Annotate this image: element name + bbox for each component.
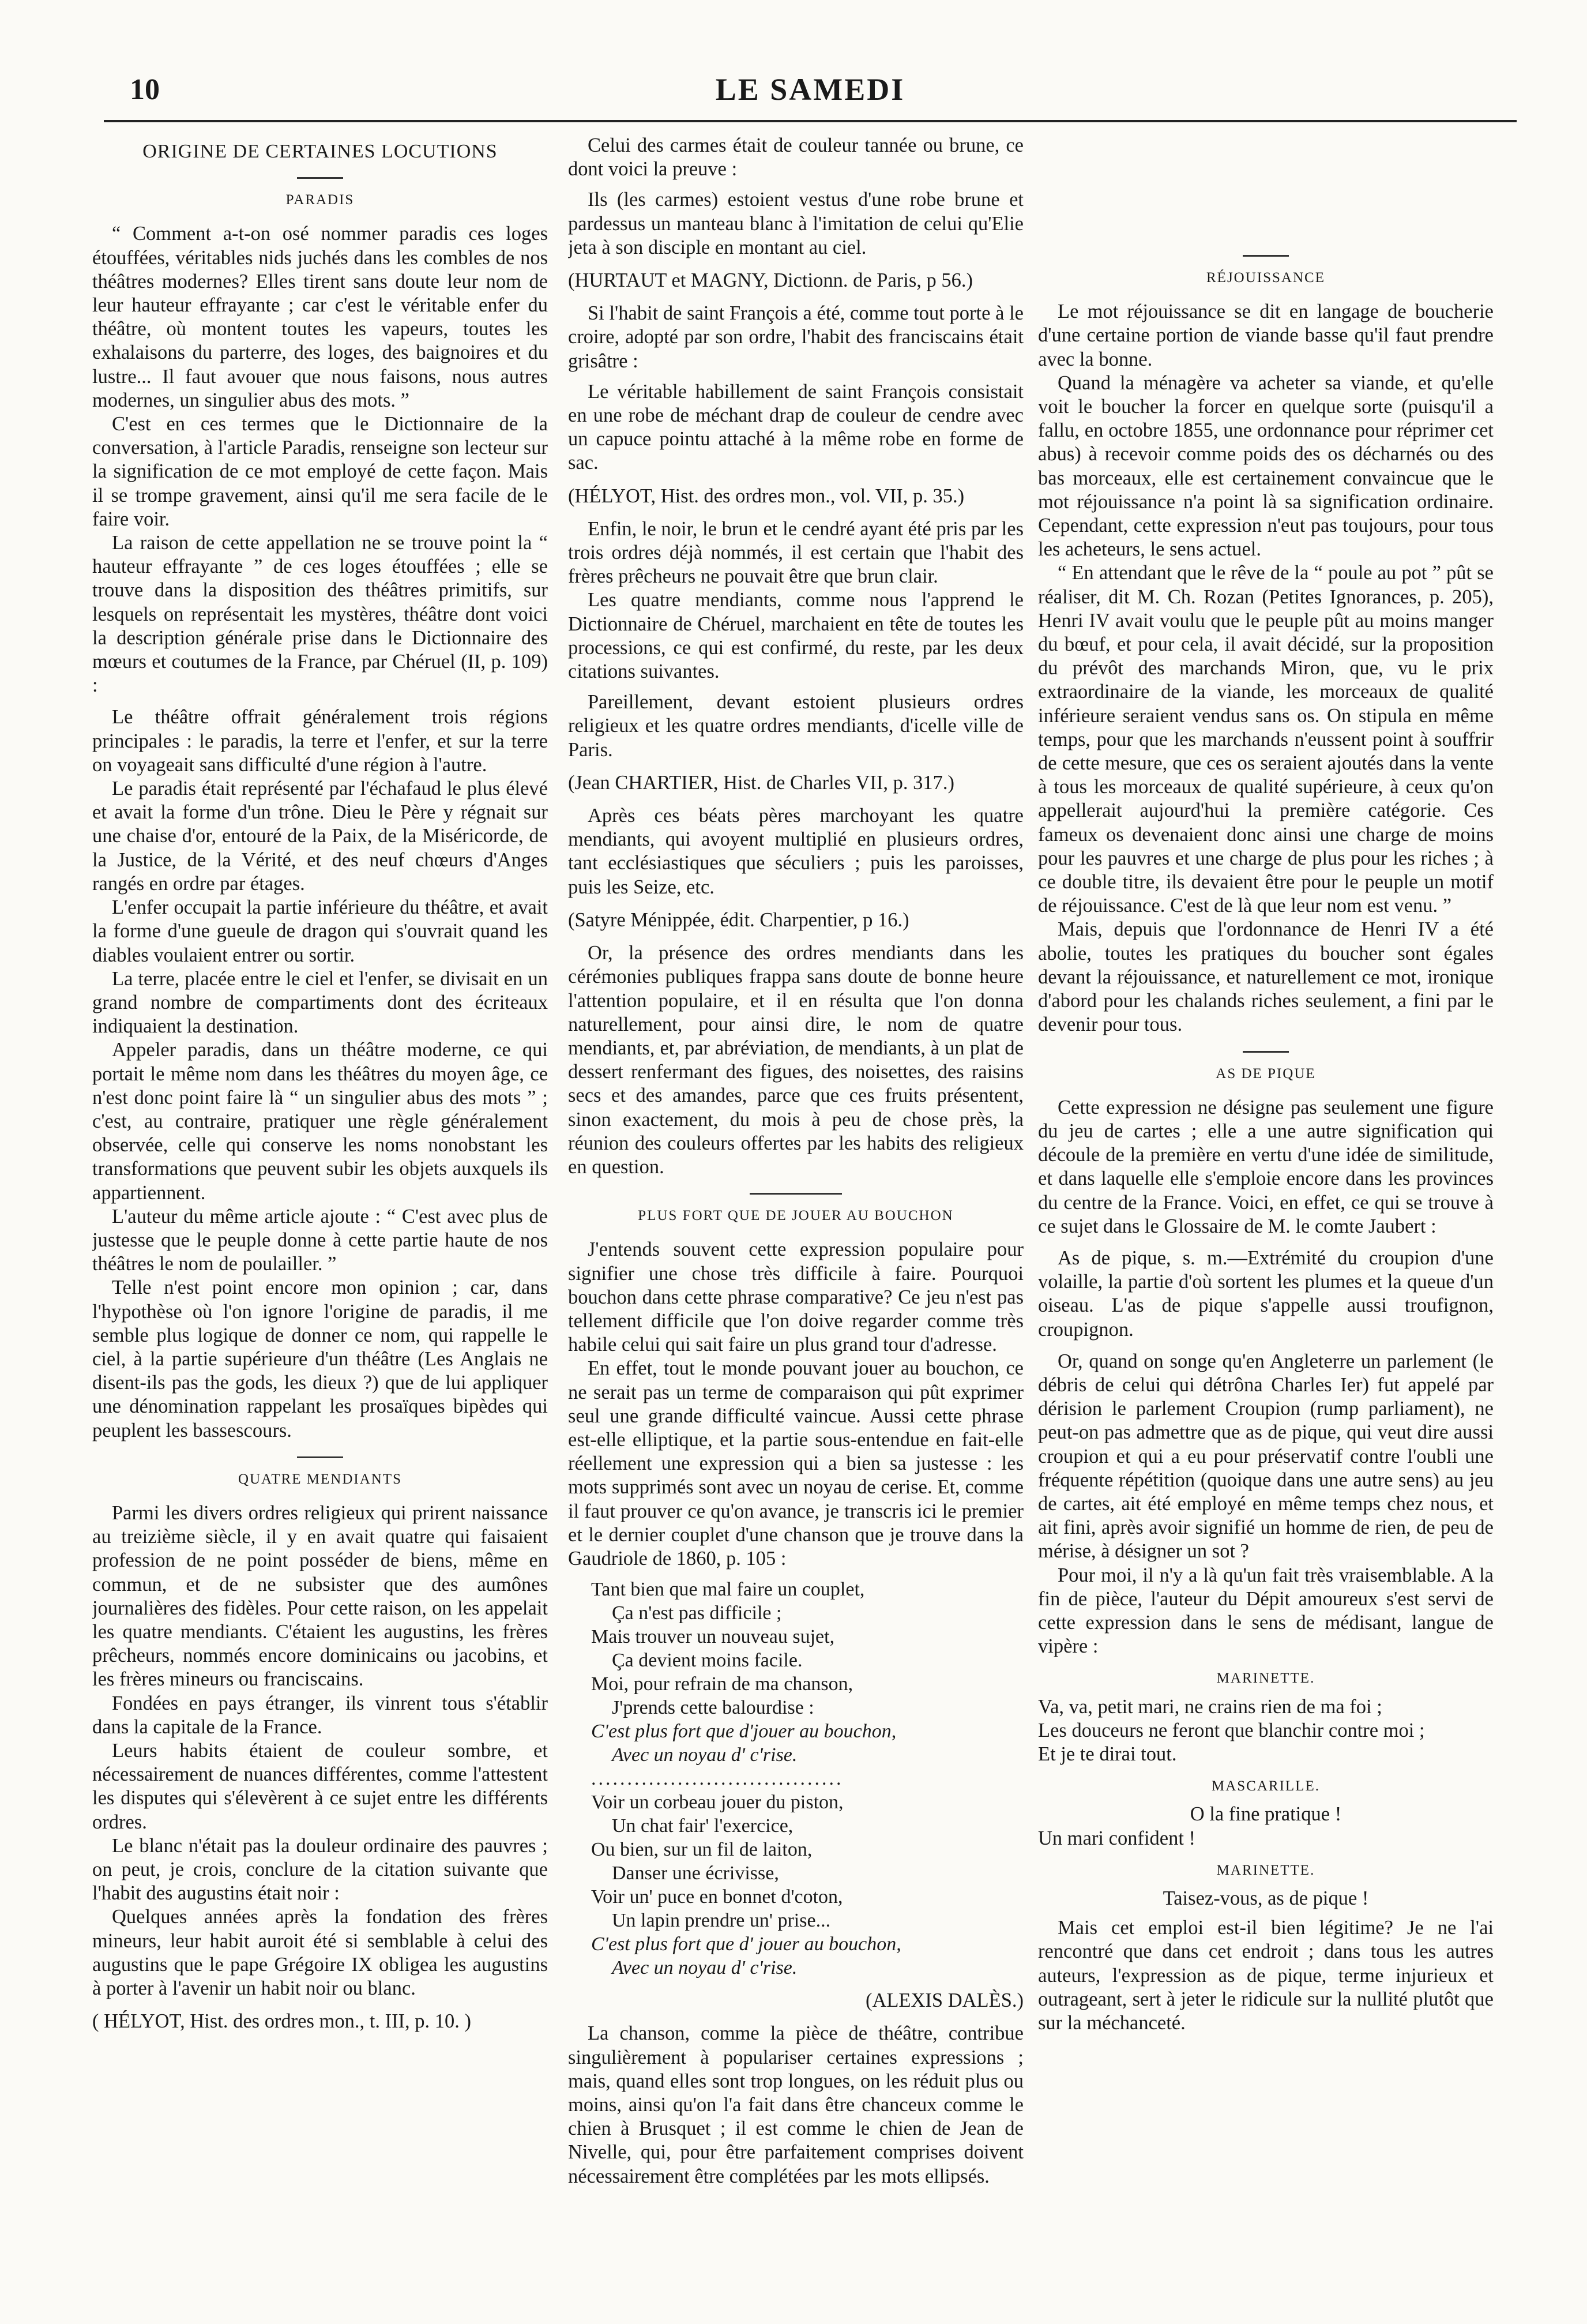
paragraph: Ils (les carmes) estoient vestus d'une robe brune et pardessus un manteau blanc à l'imitation de celui qu'Elie jeta à son disciple en montant au ciel. [568, 189, 1024, 258]
paragraph: En effet, tout le monde pouvant jouer au bouchon, ce ne serait pas un terme de comparaison qui pût exprimer seul une grande difficulté vaincue. Aussi cette phrase est-elle elliptique, et la partie sous-entendue en fait-elle réellement une expression qui a bien sa justesse : les mots supprimés sont avec un noyau de cerise. Et, comme il faut prouver ce qu'on avance, je transcris ici le premier et le dernier couplet d'une chanson que je trouve dans la Gaudriole de 1860, p. 105 : [568, 1357, 1024, 1570]
column-3 [1038, 134, 1494, 2035]
verse-line: Un chat fair' l'exercice, [612, 1815, 794, 1837]
speaker-name: MASCARILLE. [1212, 1778, 1320, 1794]
paragraph: Quelques années après la fondation des frères mineurs, leur habit auroit été si semblable à celui des augustins que le pape Grégoire IX obligea les augustins à porter à l'avenir un habit noir ou blanc. [92, 1906, 548, 2000]
paragraph: Or, quand on songe qu'en Angleterre un parlement (le débris de celui qui détrôna Charles Ier) fut appelé par dérision le parlement Croupion (rump parliament), ne peut-on pas admettre que as de pique, qui veut dire aussi croupion et qui a eu pour préservatif contre l'oubli une fréquente répétition (quoique dans une autre sens) au jeu de cartes, ait été employé en même temps chez nous, et ait fini, après avoir signifié un homme de rien, de peu de mérise, à désigner un sot ? [1038, 1350, 1494, 1563]
verse-line: C'est plus fort que d'jouer au bouchon, [591, 1721, 897, 1743]
verse-author: (ALEXIS DALÈS.) [865, 1989, 1024, 2012]
verse-line: Voir un' puce en bonnet d'coton, [591, 1886, 843, 1908]
verse-line: Avec un noyau d' c'rise. [612, 1744, 798, 1766]
verse-line: Avec un noyau d' c'rise. [612, 1957, 798, 1979]
paragraph: Celui des carmes était de couleur tannée ou brune, ce dont voici la preuve : [568, 134, 1024, 181]
verse-line: Voir un corbeau jouer du piston, [591, 1792, 844, 1814]
paragraph: Le paradis était représenté par l'échafaud le plus élevé et avait la forme d'un trône. Dieu le Père y régnait sur une chaise d'or, entouré de la Paix, de la Miséricorde, de la Justice, de la Vérité, et des neuf chœurs d'Anges rangés en ordre par étages. [92, 778, 548, 895]
dialogue-line: Et je te dirai tout. [1038, 1743, 1177, 1765]
paragraph: J'entends souvent cette expression populaire pour signifier une chose très difficile à faire. Pourquoi bouchon dans cette phrase comparative? Ce jeu n'est pas tellement difficile que l'on doive regarder comme très habile celui qui sait faire un plus grand tour d'adresse. [568, 1238, 1024, 1356]
paragraph: Les quatre mendiants, comme nous l'apprend le Dictionnaire de Chéruel, marchaient en tête de toutes les processions, ce qui est confirmé, du reste, par les deux citations suivantes. [568, 589, 1024, 683]
speaker-name: MARINETTE. [1216, 1862, 1315, 1878]
paragraph: Parmi les divers ordres religieux qui prirent naissance au treizième siècle, il y en avait quatre qui faisaient profession de ne point posséder de biens, même en commun, et de ne subsister que des aumônes journalières des fidèles. Pour cette raison, on les appelait les quatre mendiants. C'étaient les augustins, les frères prêcheurs, nommés encore dominicains ou jacobins, et les frères mineurs ou franciscains. [92, 1501, 548, 1691]
divider [297, 177, 343, 179]
paragraph: As de pique, s. m.—Extrémité du croupion d'une volaille, la partie d'où sortent les plumes et la queue d'un oiseau. L'as de pique s'appelle aussi troufignon, croupignon. [1038, 1247, 1494, 1341]
paragraph: C'est en ces termes que le Dictionnaire de la conversation, à l'article Paradis, renseigne son lecteur sur la signification de ce mot employé de cette façon. Mais il se trompe gravement, ainsi qu'il me sera facile de le faire voir. [92, 413, 548, 530]
section-heading-quatre-mendiants: QUATRE MENDIANTS [238, 1471, 403, 1487]
citation: (HÉLYOT, Hist. des ordres mon., vol. VII, p. 35.) [568, 485, 965, 507]
citation: (HURTAUT et MAGNY, Dictionn. de Paris, p 56.) [568, 269, 973, 292]
verse-line: C'est plus fort que d' jouer au bouchon, [591, 1933, 901, 1955]
verse-line: J'prends cette balourdise : [612, 1697, 814, 1719]
verse-stanza-1 [591, 1578, 1024, 1980]
section-heading-bouchon: PLUS FORT QUE DE JOUER AU BOUCHON [638, 1208, 954, 1224]
paragraph: Enfin, le noir, le brun et le cendré ayant été pris par les trois ordres déjà nommés, il est certain que l'habit des frères prêcheurs ne pouvait être que brun clair. [568, 517, 1024, 588]
verse-line: Ou bien, sur un fil de laiton, [591, 1839, 813, 1861]
verse-line: Un lapin prendre un' prise... [612, 1910, 831, 1932]
paragraph: Leurs habits étaient de couleur sombre, et nécessairement de nuances différentes, comme l'attestent les disputes qui s'élevèrent à ce sujet entre les différents ordres. [92, 1740, 548, 1833]
paragraph: Quand la ménagère va acheter sa viande, et qu'elle voit le boucher la forcer en quelque sorte (puisqu'il a fallu, en octobre 1855, une ordonnance pour réprimer cet abus) à recevoir comme poids des os décharnés ou des bas morceaux, elle est certainement convaincue que le mot réjouissance n'a point là sa signification ordinaire. Cependant, cette expression n'eut pas toujours, pour tous les acheteurs, le sens actuel. [1038, 371, 1494, 561]
dialogue-line: Un mari confident ! [1038, 1827, 1196, 1849]
speaker-name: MARINETTE. [1216, 1670, 1315, 1687]
verse-line: Moi, pour refrain de ma chanson, [591, 1673, 853, 1695]
page-number: 10 [130, 73, 160, 106]
paragraph: Le théâtre offrait généralement trois régions principales : le paradis, la terre et l'enfer, et sur la terre on voyageait sans difficulté d'une région à l'autre. [92, 706, 548, 776]
paragraph: Fondées en pays étranger, ils vinrent tous s'établir dans la capitale de la France. [92, 1692, 548, 1738]
verse-line: Ça devient moins facile. [612, 1650, 803, 1672]
paragraph: “ En attendant que le rêve de la “ poule au pot ” pût se réaliser, dit M. Ch. Rozan (Petites Ignorances, p. 205), Henri IV avait voulu que le peuple pût au moins manger du bœuf, et pour cela, il avait décidé, sur la proposition du prévôt des marchands Miron, que, vu le prix extraordinaire de la viande, les morceaux de qualité inférieure seraient vendus sans os. On stipula en même temps, pour que les marchands n'eussent point à souffrir de cette mesure, que ces os seraient ajoutés dans la vente à tous les morceaux de qualité supérieure, à ceux qu'on appellerait aujourd'hui la première catégorie. Ces fameux os devenaient donc ainsi une charge de moins pour les pauvres et une charge de plus pour les riches ; à ce double titre, ils devaient être pour le peuple un motif de réjouissance. C'est de là que leur nom est venu. ” [1038, 562, 1494, 917]
citation: ( HÉLYOT, Hist. des ordres mon., t. III, p. 10. ) [92, 2010, 472, 2033]
divider [750, 1193, 842, 1195]
paragraph: Or, la présence des ordres mendiants dans les cérémonies publiques frappa sans doute de bonne heure l'attention populaire, et il en résulta que l'on donna naturellement, pour ainsi dire, le nom de quatre mendiants, et, par abréviation, de mendiants, à un plat de dessert renfermant des figues, des noisettes, des raisins secs et des amandes, parce que ces fruits présentent, sinon exactement, du mois à peu de chose près, la réunion des couleurs offertes par les habits des religieux en question. [568, 942, 1024, 1178]
dialogue-line: Les douceurs ne feront que blanchir contre moi ; [1038, 1719, 1425, 1741]
paragraph: Pour moi, il n'y a là qu'un fait très vraisemblable. A la fin de pièce, l'auteur du Dépit amoureux s'est servi de cette expression dans le sens de médisant, langue de vipère : [1038, 1564, 1494, 1658]
paragraph: Si l'habit de saint François a été, comme tout porte à le croire, adopté par son ordre, l'habit des franciscains était grisâtre : [568, 302, 1024, 372]
paragraph: Après ces béats pères marchoyant les quatre mendiants, qui avoyent multiplié en plusieurs ordres, tant ecclésiastiques que séculiers ; puis les paroisses, puis les Seize, etc. [568, 805, 1024, 898]
section-heading-as-de-pique: AS DE PIQUE [1216, 1065, 1316, 1082]
paragraph: Telle n'est point encore mon opinion ; car, dans l'hypothèse où l'on ignore l'origine de paradis, il me semble plus logique de donner ce nom, qui rappelle le ciel, à la partie supérieure d'un théâtre (Les Anglais ne disent-ils pas the gods, les dieux ?) que de lui appliquer une dénomination rappelant les prosaïques bipèdes qui peuplent les bassescours. [92, 1276, 548, 1441]
verse-line: Tant bien que mal faire un couplet, [591, 1579, 865, 1601]
paragraph: Le véritable habillement de saint François consistait en une robe de méchant drap de couleur de cendre avec un capuce pointu attaché à la même robe en forme de sac. [568, 380, 1024, 474]
paragraph: Le blanc n'était pas la douleur ordinaire des pauvres ; on peut, je crois, conclure de la citation suivante que l'habit des augustins était noir : [92, 1834, 548, 1905]
paragraph: Le mot réjouissance se dit en langage de boucherie d'une certaine portion de viande basse qu'il faut prendre avec la bonne. [1038, 301, 1494, 370]
verse-line: Danser une écrivisse, [612, 1863, 779, 1884]
dialogue-line: O la fine pratique ! [1190, 1803, 1342, 1826]
dialogue-line: Taisez-vous, as de pique ! [1163, 1887, 1369, 1909]
paragraph: Cette expression ne désigne pas seulement une figure du jeu de cartes ; elle a une autre signification qui découle de la première en vertu d'une idée de similitude, et dans laquelle elle s'emploie encore dans les provinces du centre de la France. Voici, en effet, ce qui se trouve à ce sujet dans le Glossaire de M. le comte Jaubert : [1038, 1096, 1494, 1237]
ellipsis-dots: ................................... [591, 1768, 844, 1790]
paragraph: L'enfer occupait la partie inférieure du théâtre, et avait la forme d'une gueule de dragon qui s'ouvrait quand les diables voulaient entrer ou sortir. [92, 896, 548, 966]
paragraph: “ Comment a-t-on osé nommer paradis ces loges étouffées, véritables nids juchés dans les combles de nos théâtres modernes? Elles tirent sans doute leur nom de leur hauteur effrayante ; car c'est le véritable enfer du théâtre, où montent toutes les vapeurs, toutes les exhalaisons du parterre, des loges, des baignoires et du lustre... Il faut avouer que nous faisons, nous autres modernes, un singulier abus des mots. ” [92, 223, 548, 411]
paragraph: Pareillement, devant estoient plusieurs ordres religieux et les quatre ordres mendiants, d'icelle ville de Paris. [568, 691, 1024, 761]
verse-line: Ça n'est pas difficile ; [612, 1602, 782, 1624]
journal-title: LE SAMEDI [715, 72, 905, 107]
dialogue-line: Va, va, petit mari, ne crains rien de ma foi ; [1038, 1695, 1382, 1718]
paragraph: Mais, depuis que l'ordonnance de Henri IV a été abolie, toutes les pratiques du boucher sont égales devant la réjouissance, et naturellement ce mot, ironique d'abord pour les chalands riches seulement, a fini par le devenir pour tous. [1038, 918, 1494, 1036]
column-2 [568, 134, 1024, 2188]
divider [297, 1456, 343, 1458]
citation: (Jean CHARTIER, Hist. de Charles VII, p. 317.) [568, 771, 954, 794]
paragraph: Appeler paradis, dans un théâtre moderne, ce qui portait le même nom dans les théâtres du moyen âge, ce n'est donc point faire là “ un singulier abus des mots ” ; c'est, au contraire, pratiquer une règle généralement observée, celle qui conserve les noms nonobstant les transformations que peuvent subir les objets auxquels ils appartiennent. [92, 1039, 548, 1204]
paragraph: La raison de cette appellation ne se trouve point la “ hauteur effrayante ” de ces loges étouffées ; elle se trouve dans la disposition des théâtres primitifs, sur lesquels on représentait les mystères, théâtre dont voici la description générale prise dans le Dictionnaire des mœurs et coutumes de la France, par Chéruel (II, p. 109) : [92, 532, 548, 697]
paragraph: Mais cet emploi est-il bien légitime? Je ne l'ai rencontré que dans cet endroit ; dans tous les autres auteurs, l'expression as de pique, terme injurieux et outrageant, sert à jeter le ridicule sur la nullité plutôt que sur la méchanceté. [1038, 1917, 1494, 2034]
article-title: ORIGINE DE CERTAINES LOCUTIONS [142, 141, 498, 162]
section-heading-rejouissance: RÉJOUISSANCE [1206, 270, 1325, 286]
paragraph: L'auteur du même article ajoute : “ C'est avec plus de justesse que le peuple donne à cette partie haute de nos théâtres le nom de poulailler. ” [92, 1205, 548, 1275]
verse-line: Mais trouver un nouveau sujet, [591, 1626, 835, 1648]
section-heading-paradis: PARADIS [285, 192, 355, 208]
page-header [104, 68, 1517, 122]
paragraph: La chanson, comme la pièce de théâtre, contribue singulièrement à populariser certaines expressions ; mais, quand elles sont trop longues, on les réduit plus ou moins, ainsi qu'on l'a fait dans être chanceux comme le chien à Brusquet ; il est comme le chien de Jean de Nivelle, qui, pour être parfaitement comprises doivent nécessairement être complétées par les mots ellipsés. [568, 2022, 1024, 2187]
citation: (Satyre Ménippée, édit. Charpentier, p 16.) [568, 908, 909, 931]
divider [1243, 255, 1289, 257]
paragraph: La terre, placée entre le ciel et l'enfer, se divisait en un grand nombre de compartiments dont des écriteaux indiquaient la destination. [92, 967, 548, 1038]
divider [1243, 1051, 1289, 1053]
column-1 [92, 134, 548, 2043]
